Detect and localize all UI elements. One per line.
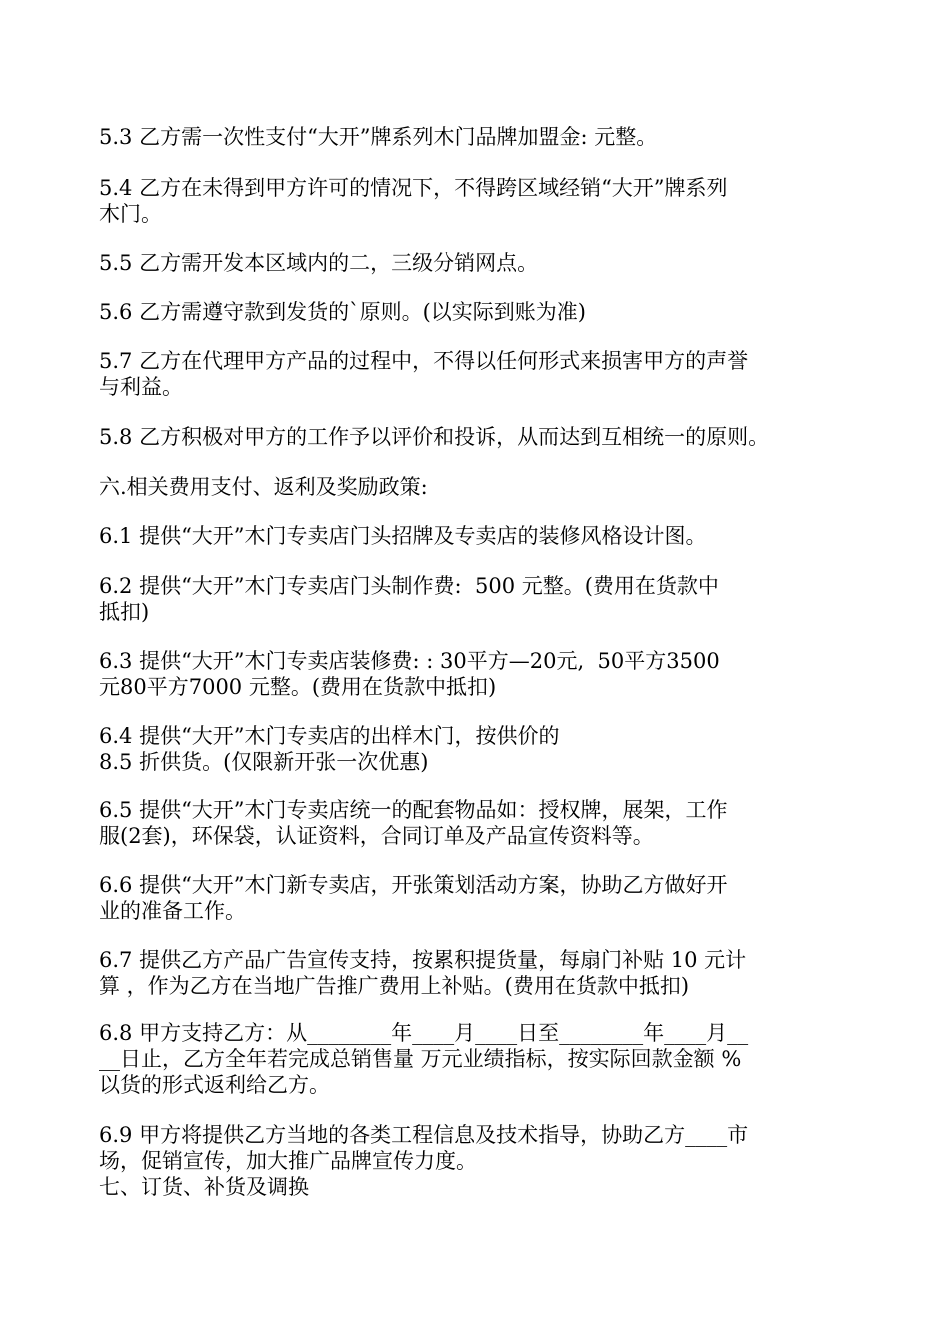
text-line: 服(2套)，环保袋，认证资料，合同订单及产品宣传资料等。 <box>99 824 654 848</box>
text-line: 抵扣) <box>99 600 150 624</box>
text-line: 6.8 甲方支持乙方：从________年____月____日至________年____月__ <box>99 1021 749 1045</box>
text-line: 木门。 <box>99 202 162 226</box>
text-line: 元80平方7000 元整。(费用在货款中抵扣) <box>99 675 497 699</box>
clause-5-7 <box>99 348 869 400</box>
clause-5-5 <box>99 250 869 276</box>
section-7-heading: 七、订货、补货及调换 <box>99 1175 309 1199</box>
clause-6-6 <box>99 872 869 924</box>
clause-6-3 <box>99 648 869 700</box>
clause-5-8 <box>99 424 869 450</box>
text-line: 5.4 乙方在未得到甲方许可的情况下，不得跨区域经销“大开”牌系列 <box>99 176 728 200</box>
clause-6-9 <box>99 1122 869 1200</box>
text-line: __日止，乙方全年若完成总销售量 万元业绩指标，按实际回款金额 % <box>99 1047 742 1071</box>
text-line: 5.6 乙方需遵守款到发货的`原则。(以实际到账为准) <box>99 300 586 324</box>
text-line: 以货的形式返利给乙方。 <box>99 1073 330 1097</box>
clause-6-1 <box>99 523 869 549</box>
text-line: 6.3 提供“大开”木门专卖店装修费: : 30平方—20元, 50平方3500 <box>99 649 720 673</box>
text-line: 与利益。 <box>99 375 183 399</box>
clause-6-4 <box>99 723 869 775</box>
text-line: 6.5 提供“大开”木门专卖店统一的配套物品如：授权牌，展架，工作 <box>99 798 728 822</box>
section-6-heading <box>99 474 869 500</box>
text-line: 6.1 提供“大开”木门专卖店门头招牌及专卖店的装修风格设计图。 <box>99 524 707 548</box>
clause-6-5 <box>99 797 869 849</box>
clause-5-4 <box>99 175 869 227</box>
text-line: 算 ，作为乙方在当地广告推广费用上补贴。(费用在货款中抵扣) <box>99 974 690 998</box>
clause-6-2 <box>99 573 869 625</box>
text-line: 8.5 折供货。(仅限新开张一次优惠) <box>99 750 429 774</box>
clause-6-8 <box>99 1020 869 1098</box>
text-line: 5.3 乙方需一次性支付“大开”牌系列木门品牌加盟金: 元整。 <box>99 125 658 149</box>
clause-5-3 <box>99 124 869 150</box>
text-line: 5.7 乙方在代理甲方产品的过程中，不得以任何形式来损害甲方的声誉 <box>99 349 749 373</box>
text-line: 业的准备工作。 <box>99 899 246 923</box>
clause-6-7 <box>99 947 869 999</box>
text-line: 6.6 提供“大开”木门新专卖店，开张策划活动方案，协助乙方做好开 <box>99 873 728 897</box>
text-line: 6.2 提供“大开”木门专卖店门头制作费: 500 元整。(费用在货款中 <box>99 574 719 598</box>
text-line: 6.9 甲方将提供乙方当地的各类工程信息及技术指导，协助乙方____市 <box>99 1123 749 1147</box>
text-line: 6.4 提供“大开”木门专卖店的出样木门，按供价的 <box>99 724 560 748</box>
text-line: 6.7 提供乙方产品广告宣传支持，按累积提货量，每扇门补贴 10 元计 <box>99 948 747 972</box>
text-line: 5.5 乙方需开发本区域内的二，三级分销网点。 <box>99 251 539 275</box>
text-line: 5.8 乙方积极对甲方的工作予以评价和投诉，从而达到互相统一的原则。 <box>99 425 770 449</box>
clause-5-6 <box>99 299 869 325</box>
text-line: 场，促销宣传，加大推广品牌宣传力度。 <box>99 1149 477 1173</box>
text-line: 六.相关费用支付、返利及奖励政策: <box>99 475 428 499</box>
